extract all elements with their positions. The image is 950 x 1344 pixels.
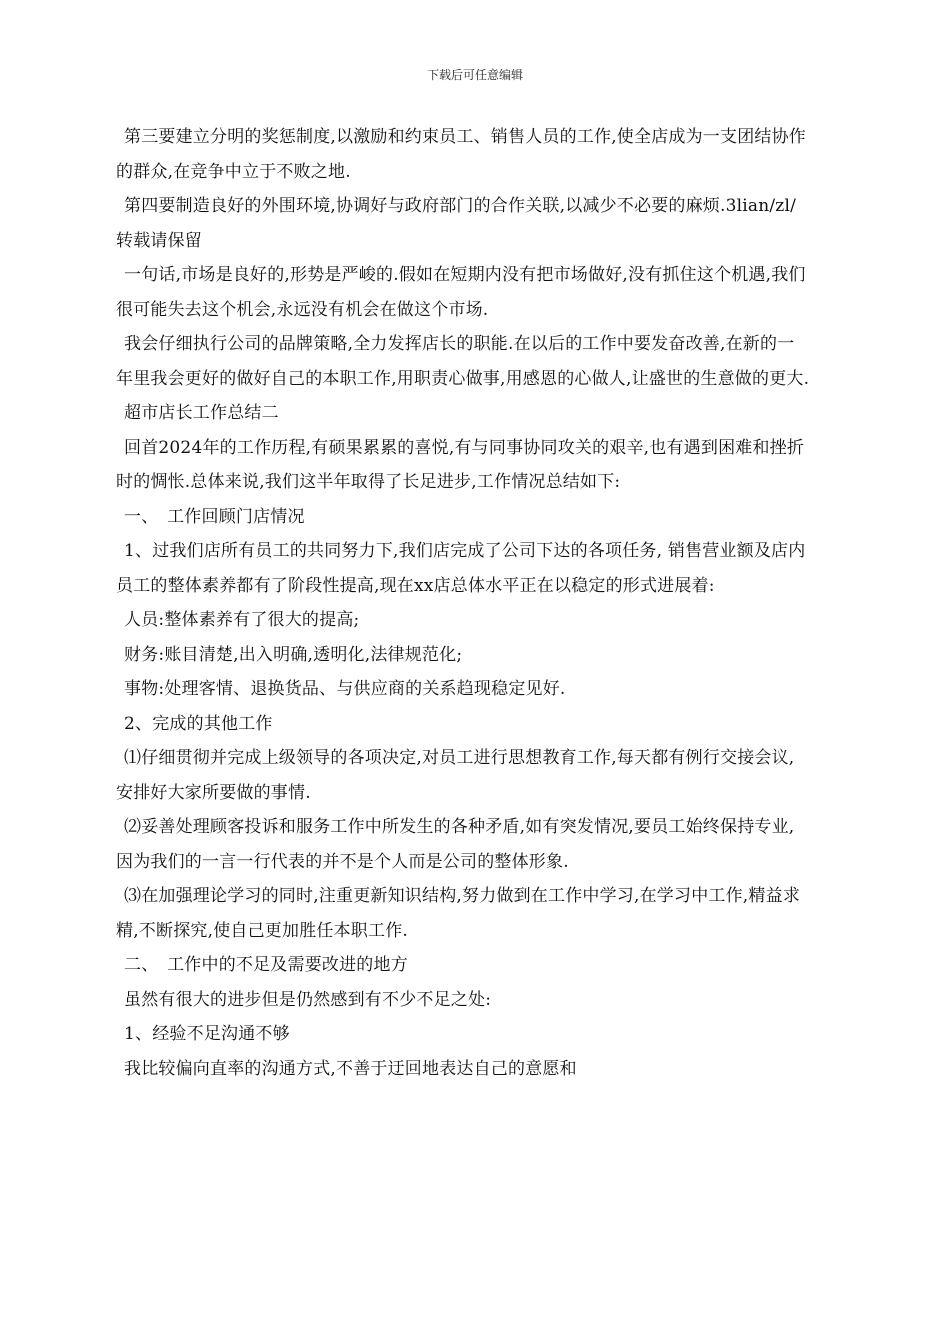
list-item: 人员:整体素养有了很大的提高; bbox=[124, 610, 360, 630]
section-heading: 一、 工作回顾门店情况 bbox=[124, 506, 305, 527]
subsection-heading: 1、经验不足沟通不够 bbox=[124, 1024, 290, 1044]
document-body bbox=[116, 120, 810, 1086]
paragraph: ⑴仔细贯彻并完成上级领导的各项决定,对员工进行思想教育工作,每天都有例行交接会议,安排好大家所要做的事情. bbox=[116, 748, 795, 803]
list-item: 财务:账目清楚,出入明确,透明化,法律规范化; bbox=[124, 644, 463, 665]
paragraph: 1、过我们店所有员工的共同努力下,我们店完成了公司下达的各项任务, 销售营业额及店内员工的整体素养都有了阶段性提高,现在xx店总体水平正在以稳定的形式进展着: bbox=[116, 541, 806, 596]
paragraph: 我比较偏向直率的沟通方式,不善于迂回地表达自己的意愿和 bbox=[124, 1058, 577, 1079]
paragraph: 第四要制造良好的外围环境,协调好与政府部门的合作关联,以减少不必要的麻烦.3lian/zl/转载请保留 bbox=[116, 196, 797, 251]
paragraph: 回首2024年的工作历程,有硕果累累的喜悦,有与同事协同攻关的艰辛,也有遇到困难和挫折时的惆怅.总体来说,我们这半年取得了长足进步,工作情况总结如下: bbox=[116, 437, 805, 492]
paragraph: 一句话,市场是良好的,形势是严峻的.假如在短期内没有把市场做好,没有抓住这个机遇,我们很可能失去这个机会,永远没有机会在做这个市场. bbox=[116, 265, 806, 320]
paragraph: 第三要建立分明的奖惩制度,以激励和约束员工、销售人员的工作,使全店成为一支团结协作的群众,在竞争中立于不败之地. bbox=[116, 127, 807, 182]
paragraph: ⑶在加强理论学习的同时,注重更新知识结构,努力做到在工作中学习,在学习中工作,精益求精,不断探究,使自己更加胜任本职工作. bbox=[116, 886, 801, 941]
subsection-heading: 2、完成的其他工作 bbox=[124, 713, 273, 734]
section-heading: 二、 工作中的不足及需要改进的地方 bbox=[124, 955, 408, 975]
paragraph: 虽然有很大的进步但是仍然感到有不少不足之处: bbox=[124, 989, 492, 1010]
paragraph: 我会仔细执行公司的品牌策略,全力发挥店长的职能.在以后的工作中要发奋改善,在新的一年里我会更好的做好自己的本职工作,用职责心做事,用感恩的心做人,让盛世的生意做的更大. bbox=[116, 334, 810, 389]
page-header: 下载后可任意编辑 bbox=[426, 68, 523, 82]
paragraph: ⑵妥善处理顾客投诉和服务工作中所发生的各种矛盾,如有突发情况,要员工始终保持专业,因为我们的一言一行代表的并不是个人而是公司的整体形象. bbox=[116, 817, 795, 872]
section-heading: 超市店长工作总结二 bbox=[124, 403, 279, 423]
list-item: 事物:处理客情、退换货品、与供应商的关系趋现稳定见好. bbox=[124, 679, 566, 699]
